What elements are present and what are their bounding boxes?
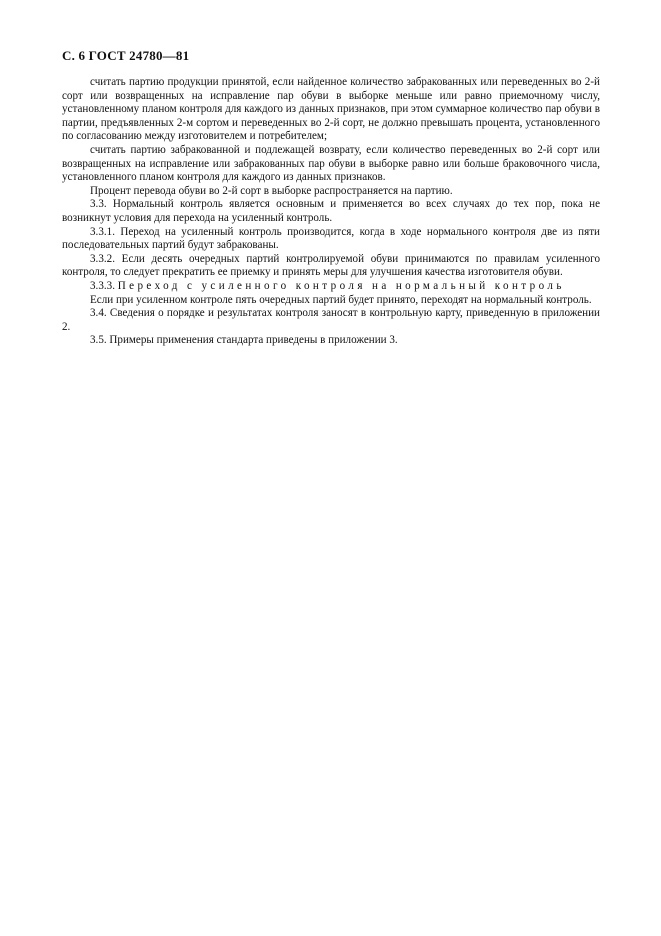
paragraph-3-3-3-body: Если при усиленном контроле пять очередных партий будет принято, переходят на нормальный контроль. [90, 293, 592, 306]
document-body [62, 76, 600, 348]
paragraph-second-grade-percent: Процент перевода обуви во 2-й сорт в выборке распространяется на партию. [90, 184, 453, 197]
paragraph-reject-lot: считать партию забракованной и подлежащей возврату, если количество переведенных во 2-й сорт или возвращенных на исправление или забракованных пар обуви в выборке равно или больше браковочного числа, установленного планом контроля для каждого из данных признаков. [62, 143, 600, 184]
section-title: Переход с усиленного контроля на нормальный контроль [117, 279, 565, 292]
paragraph-3-3-1: 3.3.1. Переход на усиленный контроль производится, когда в ходе нормального контроля две из пяти последовательных партий будут забракованы. [62, 225, 600, 252]
paragraph-3-3: 3.3. Нормальный контроль является основным и применяется во всех случаях до тех пор, пока не возникнут условия для перехода на усиленный контроль. [62, 198, 600, 224]
section-heading-3-3-3 [62, 280, 600, 294]
section-number: 3.3.3. [90, 279, 115, 292]
paragraph-3-5: 3.5. Примеры применения стандарта приведены в приложении 3. [90, 334, 398, 347]
paragraph-accept-lot: считать партию продукции принятой, если найденное количество забракованных или переведенных во 2-й сорт или возвращенных на исправление пар обуви в выборке меньше или равно приемочному числу, установленному планом контроля для каждого из данных признаков, при этом суммарное количество пар обуви в партии, предъявленных 2-м сортом и переведенных во 2-й сорт, не должно превышать процента, установленного по согласованию между изготовителем и потребителем; [62, 76, 600, 143]
paragraph-3-3-2: 3.3.2. Если десять очередных партий контролируемой обуви принимаются по правилам усиленного контроля, то следует прекратить ее приемку и принять меры для улучшения качества изготовителя обуви. [62, 252, 600, 279]
paragraph-3-4: 3.4. Сведения о порядке и результатах контроля заносят в контрольную карту, приведенную в приложении 2. [62, 307, 600, 333]
page-header: С. 6 ГОСТ 24780—81 [62, 48, 190, 63]
